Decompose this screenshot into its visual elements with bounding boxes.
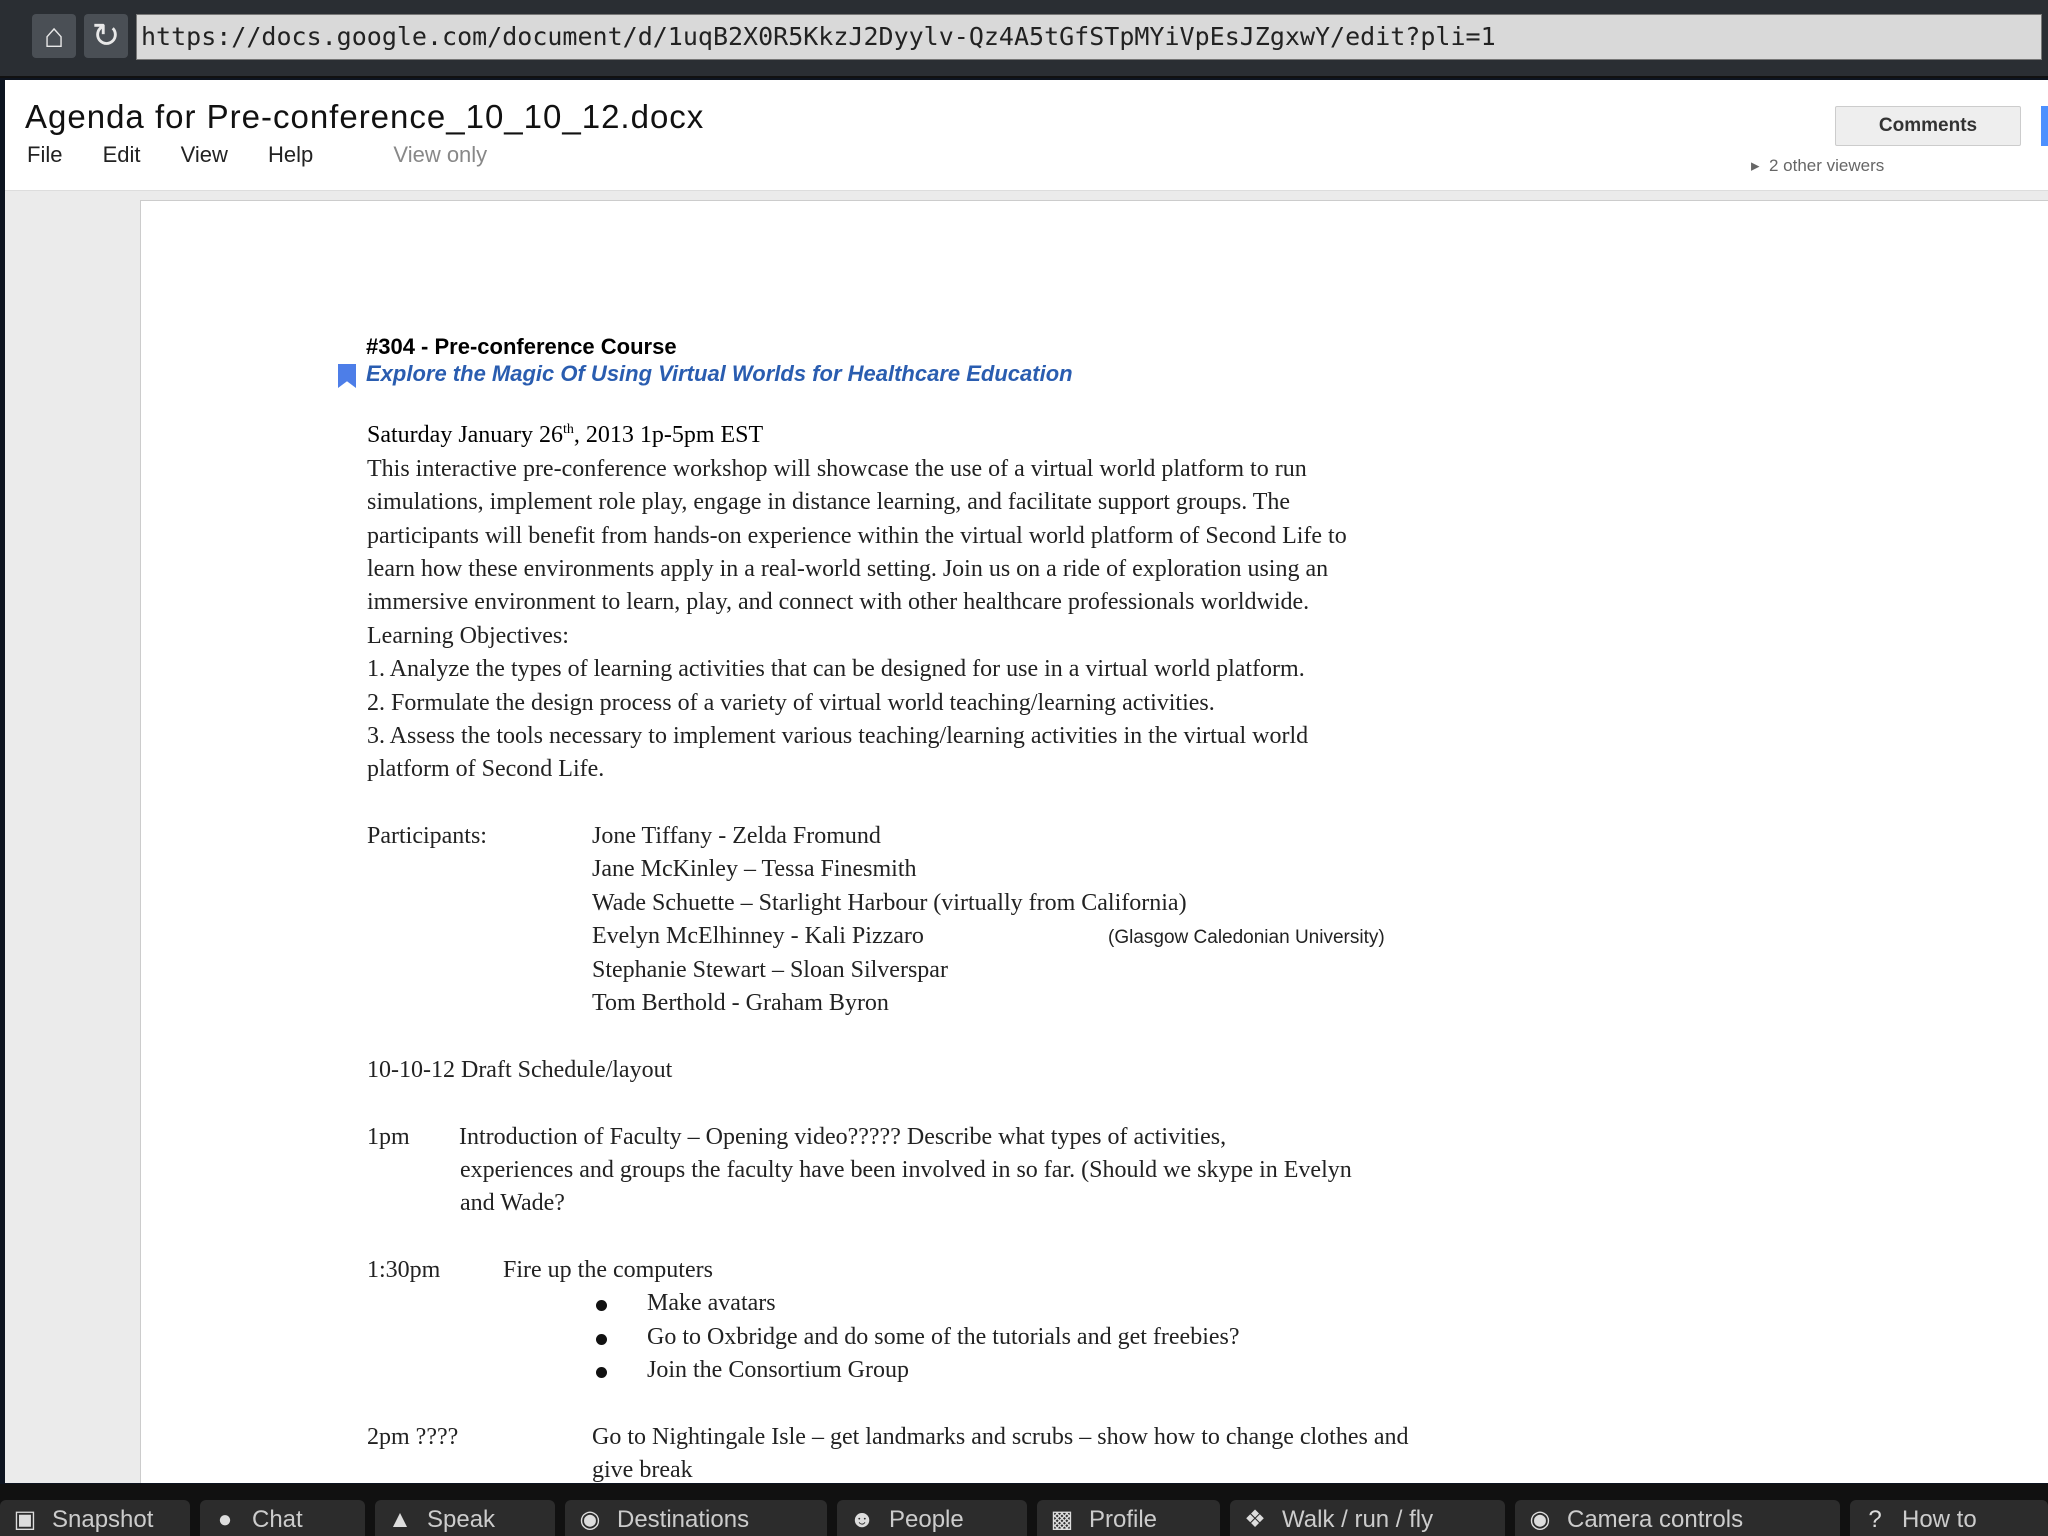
walk-icon: ❖ <box>1244 1506 1266 1533</box>
menu-bar <box>27 142 521 168</box>
profile-button[interactable] <box>1037 1500 1220 1536</box>
schedule-text: Go to Nightingale Isle – get landmarks and scrubs – show how to change clothes and <box>592 1424 1409 1450</box>
walk-label: Walk / run / fly <box>1282 1506 1434 1533</box>
speak-button[interactable] <box>375 1500 555 1536</box>
schedule-time: 1pm <box>367 1124 410 1150</box>
destinations-icon: ◉ <box>579 1506 601 1533</box>
walk-run-fly-button[interactable] <box>1230 1500 1505 1536</box>
description-line: participants will benefit from hands-on experience within the virtual world platform of Second Life to <box>367 523 1347 549</box>
participant-pair: Jane McKinley – Tessa Finesmith <box>592 856 917 882</box>
objective-item: 2. Formulate the design process of a variety of virtual world teaching/learning activities. <box>367 690 1215 716</box>
bullet-icon <box>596 1300 607 1311</box>
menu-help[interactable]: Help <box>268 142 314 167</box>
view-only-label: View only <box>393 142 488 167</box>
profile-label: Profile <box>1089 1506 1158 1533</box>
help-icon: ? <box>1868 1506 1882 1533</box>
speak-label: Speak <box>427 1506 496 1533</box>
list-item: Go to Oxbridge and do some of the tutorials and get freebies? <box>647 1324 1240 1350</box>
menu-view[interactable]: View <box>180 142 228 167</box>
eye-icon: ◉ <box>1529 1506 1551 1533</box>
participant-pair: Wade Schuette – Starlight Harbour (virtually from California) <box>592 890 1187 916</box>
people-button[interactable] <box>837 1500 1027 1536</box>
objective-item: 1. Analyze the types of learning activities that can be designed for use in a virtual world platform. <box>367 656 1305 682</box>
camera-icon: ▣ <box>13 1506 37 1533</box>
participants-label: Participants: <box>367 823 487 849</box>
objectives-label: Learning Objectives: <box>367 623 569 649</box>
camera-controls-button[interactable] <box>1515 1500 1840 1536</box>
destinations-label: Destinations <box>617 1506 750 1533</box>
objective-continuation: platform of Second Life. <box>367 756 605 782</box>
course-heading: #304 - Pre-conference Course <box>366 334 677 359</box>
docs-header <box>5 80 2048 190</box>
share-button-edge[interactable] <box>2041 106 2048 146</box>
camera-controls-label: Camera controls <box>1567 1506 1744 1533</box>
chat-icon: ● <box>217 1506 233 1533</box>
participant-pair: Jone Tiffany - Zelda Fromund <box>592 823 881 849</box>
microphone-icon: ▲ <box>388 1506 412 1533</box>
participant-pair: Evelyn McElhinney - Kali Pizzaro <box>592 923 924 949</box>
description-line: learn how these environments apply in a real-world setting. Join us on a ride of exploration using an <box>367 556 1329 582</box>
viewer-toolbar <box>0 1484 2048 1536</box>
participant-pair: Tom Berthold - Graham Byron <box>592 990 889 1016</box>
people-label: People <box>889 1506 964 1533</box>
snapshot-button[interactable] <box>0 1500 190 1536</box>
menu-file[interactable]: File <box>27 142 63 167</box>
snapshot-label: Snapshot <box>52 1506 154 1533</box>
people-icon: ☻ <box>849 1506 875 1533</box>
schedule-title: 10-10-12 Draft Schedule/layout <box>367 1057 673 1083</box>
description-line: immersive environment to learn, play, and connect with other healthcare professionals worldwide. <box>367 589 1310 615</box>
how-to-label: How to <box>1902 1506 1977 1533</box>
course-subtitle[interactable]: Explore the Magic Of Using Virtual Worlds for Healthcare Education <box>366 361 1073 386</box>
viewers-label: 2 other viewers <box>1769 156 1885 175</box>
bullet-icon <box>596 1334 607 1345</box>
schedule-text: and Wade? <box>460 1190 565 1216</box>
list-item: Make avatars <box>647 1290 776 1316</box>
destinations-button[interactable] <box>565 1500 827 1536</box>
schedule-time: 2pm ???? <box>367 1424 459 1450</box>
participant-note: (Glasgow Caledonian University) <box>1108 927 1385 948</box>
participant-pair: Stephanie Stewart – Sloan Silverspar <box>592 957 948 983</box>
description-line: This interactive pre-conference workshop will showcase the use of a virtual world platform to run <box>367 456 1307 482</box>
schedule-time: 1:30pm <box>367 1257 441 1283</box>
menu-edit[interactable]: Edit <box>102 142 141 167</box>
how-to-button[interactable] <box>1850 1500 2048 1536</box>
other-viewers[interactable] <box>1751 156 1884 176</box>
document-title[interactable]: Agenda for Pre-conference_10_10_12.docx <box>25 98 705 135</box>
address-bar[interactable]: https://docs.google.com/document/d/1uqB2X0R5KkzJ2Dyylv-Qz4A5tGfSTpMYiVpEsJZgxwY/edit?pli=1 <box>136 14 2042 60</box>
list-item: Join the Consortium Group <box>647 1357 909 1383</box>
bullet-icon <box>596 1367 607 1378</box>
triangle-icon: ▸ <box>1751 156 1760 175</box>
profile-icon: ▩ <box>1050 1506 1074 1533</box>
reload-icon[interactable]: ↻ <box>84 14 128 58</box>
objective-item: 3. Assess the tools necessary to implement various teaching/learning activities in the virtual world <box>367 723 1309 749</box>
schedule-text: give break <box>592 1457 693 1483</box>
schedule-text: Introduction of Faculty – Opening video????? Describe what types of activities, <box>459 1124 1227 1150</box>
home-icon[interactable]: ⌂ <box>32 14 76 58</box>
chat-label: Chat <box>252 1506 303 1533</box>
chat-button[interactable] <box>200 1500 365 1536</box>
schedule-text: experiences and groups the faculty have been involved in so far. (Should we skype in Evelyn <box>460 1157 1352 1183</box>
browser-toolbar <box>0 0 2048 78</box>
schedule-text: Fire up the computers <box>503 1257 713 1283</box>
date-line: Saturday January 26th, 2013 1p-5pm EST <box>367 422 764 448</box>
description-line: simulations, implement role play, engage in distance learning, and facilitate support groups. The <box>367 489 1291 515</box>
comments-button[interactable]: Comments <box>1835 106 2021 146</box>
